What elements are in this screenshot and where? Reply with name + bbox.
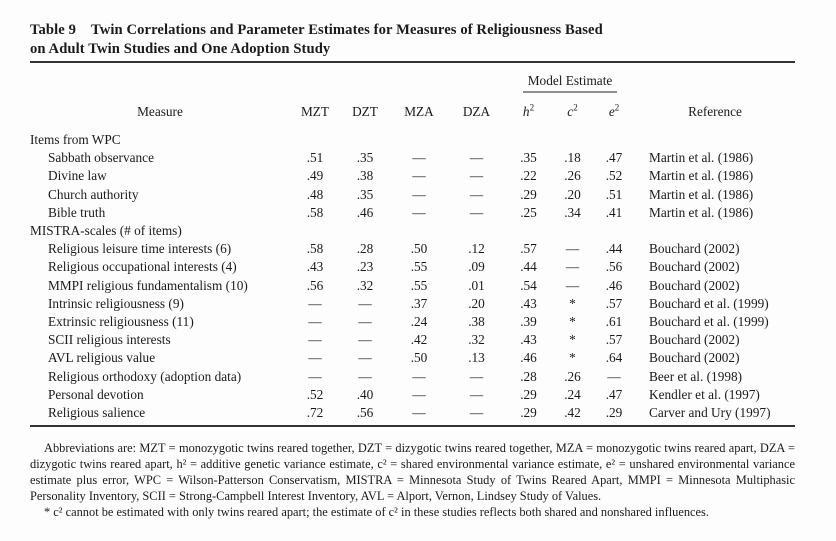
- model-estimate-row: [30, 62, 795, 93]
- cell-h2: .54: [520, 277, 537, 293]
- cell-e2: .46: [605, 277, 623, 293]
- cell-reference: Martin et al. (1986): [649, 150, 754, 166]
- cell-h2: .29: [520, 186, 537, 202]
- cell-reference: [635, 126, 795, 149]
- cell-mza: .50: [410, 241, 428, 257]
- cell-reference: Beer et al. (1998): [649, 368, 743, 384]
- cell-dza: .13: [468, 350, 485, 366]
- table-row: [30, 404, 795, 426]
- table-row: [30, 295, 795, 313]
- cell-h2: .43: [520, 295, 537, 311]
- cell-mzt: [290, 222, 340, 240]
- table-row: [30, 277, 795, 295]
- cell-reference: Kendler et al. (1997): [649, 386, 760, 402]
- spacer-cell: [340, 62, 390, 93]
- table-row: [30, 258, 795, 276]
- cell-c2: —: [565, 241, 580, 257]
- cell-measure: AVL religious value: [48, 350, 156, 366]
- cell-reference: Martin et al. (1986): [649, 186, 754, 202]
- cell-reference: Carver and Ury (1997): [649, 405, 771, 421]
- cell-mza: —: [412, 204, 426, 220]
- cell-mza: —: [412, 405, 426, 421]
- cell-h2: .57: [520, 241, 537, 257]
- cell-c2: *: [569, 350, 576, 366]
- cell-mza: .24: [410, 314, 428, 330]
- cell-dza: .20: [468, 295, 485, 311]
- cell-e2: .41: [605, 204, 623, 220]
- cell-measure: MMPI religious fundamentalism (10): [48, 277, 248, 293]
- cell-measure: Religious leisure time interests (6): [48, 241, 232, 257]
- cell-e2: .57: [605, 332, 623, 348]
- cell-e2: [593, 222, 635, 240]
- cell-c2: *: [569, 314, 576, 330]
- h2-letter: h: [522, 104, 530, 119]
- cell-h2: .39: [520, 314, 537, 330]
- cell-h2: .29: [520, 405, 537, 421]
- table-row: [30, 386, 795, 404]
- cell-mza: .55: [410, 277, 428, 293]
- cell-e2: —: [607, 368, 621, 384]
- table-row: [30, 313, 795, 331]
- table-row: [30, 368, 795, 386]
- cell-reference: Bouchard et al. (1999): [649, 295, 769, 311]
- twin-correlations-table: [30, 61, 795, 427]
- cell-dza: .12: [468, 241, 485, 257]
- cell-c2: .42: [564, 405, 581, 421]
- cell-dzt: .35: [356, 186, 374, 202]
- caption-text-1: Twin Correlations and Parameter Estimates for Measures of Religiousness Based: [90, 22, 603, 38]
- col-header-measure: Measure: [137, 104, 183, 119]
- cell-measure: Church authority: [48, 186, 139, 202]
- cell-measure: Sabbath observance: [48, 150, 154, 166]
- cell-e2: .57: [605, 295, 623, 311]
- cell-e2: .52: [605, 168, 623, 184]
- cell-dzt: .56: [356, 405, 374, 421]
- cell-c2: .26: [564, 368, 581, 384]
- cell-c2: *: [569, 295, 576, 311]
- table-caption: [30, 21, 795, 58]
- spacer-cell: [390, 62, 448, 93]
- cell-mzt: —: [308, 368, 322, 384]
- cell-mza: .50: [410, 350, 428, 366]
- cell-reference: Martin et al. (1986): [649, 204, 754, 220]
- table-row: [30, 240, 795, 258]
- cell-measure: Intrinsic religiousness (9): [48, 295, 184, 311]
- table-row: [30, 149, 795, 167]
- col-header-e2: [593, 93, 635, 126]
- cell-dza: .32: [468, 332, 485, 348]
- col-header-h2: [505, 93, 552, 126]
- cell-dzt: .35: [356, 150, 374, 166]
- cell-mza: —: [412, 186, 426, 202]
- e2-letter: e: [608, 104, 615, 119]
- cell-measure: Religious orthodoxy (adoption data): [48, 368, 242, 384]
- cell-dzt: .32: [356, 277, 374, 293]
- cell-h2: [505, 126, 552, 149]
- cell-dzt: —: [358, 350, 372, 366]
- col-header-dza: DZA: [462, 104, 491, 119]
- cell-mzt: —: [308, 332, 322, 348]
- cell-measure: Divine law: [48, 168, 107, 184]
- col-header-dzt: DZT: [352, 104, 378, 119]
- cell-reference: Bouchard (2002): [649, 332, 740, 348]
- cell-c2: —: [565, 277, 580, 293]
- group-header-row: [30, 222, 795, 240]
- footnote-abbreviations: Abbreviations are: MZT = monozygotic twins reared together, DZT = dizygotic twins reared together, MZA = monozygotic twins reared apart, DZA = dizygotic twins reared apart, h² = additive genetic variance estimate, c² = shared environmental variance estimate, e² = unshared environmental variance estimate plus error, WPC = Wilson-Patterson Conservatism, MISTRA = Minnesota Study of Twins Reared Apart, MMPI = Minnesota Multiphasic Personality Inventory, SCII = Strong-Campbell Interest Inventory, AVL = Alport, Vernon, Lindsey Study of Values.: [30, 441, 795, 504]
- col-header-c2: [552, 93, 593, 126]
- cell-e2: .47: [605, 150, 623, 166]
- cell-reference: Bouchard (2002): [649, 350, 740, 366]
- group-header-row: [30, 126, 795, 149]
- cell-dzt: —: [358, 314, 372, 330]
- cell-mzt: .56: [306, 277, 324, 293]
- cell-dza: —: [469, 405, 484, 421]
- cell-mzt: .48: [306, 186, 324, 202]
- cell-e2: .64: [605, 350, 623, 366]
- cell-mza: .37: [410, 295, 428, 311]
- cell-dzt: .28: [356, 241, 374, 257]
- cell-c2: —: [565, 259, 580, 275]
- cell-h2: .25: [520, 204, 537, 220]
- cell-c2: .34: [564, 204, 581, 220]
- table-row: [30, 204, 795, 222]
- cell-measure: Religious salience: [48, 405, 146, 421]
- spacer-cell: [290, 62, 340, 93]
- cell-h2: [505, 222, 552, 240]
- cell-measure: Items from WPC: [30, 132, 121, 147]
- cell-reference: Martin et al. (1986): [649, 168, 754, 184]
- cell-mzt: .52: [306, 386, 324, 402]
- table-row: [30, 349, 795, 367]
- cell-e2: .51: [605, 186, 623, 202]
- cell-e2: .29: [605, 405, 623, 421]
- cell-mzt: —: [308, 314, 322, 330]
- cell-reference: Bouchard (2002): [649, 259, 740, 275]
- cell-dzt: —: [358, 368, 372, 384]
- cell-c2: [552, 126, 593, 149]
- col-header-reference: Reference: [688, 104, 742, 119]
- cell-mzt: [290, 126, 340, 149]
- cell-dzt: .38: [356, 168, 374, 184]
- cell-dzt: [340, 126, 390, 149]
- caption-line-1: [30, 21, 795, 40]
- cell-c2: [552, 222, 593, 240]
- cell-dzt: .23: [356, 259, 374, 275]
- cell-measure: Religious occupational interests (4): [48, 259, 237, 275]
- caption-text-2: on Adult Twin Studies and One Adoption Study: [30, 40, 331, 57]
- cell-mzt: .58: [306, 241, 324, 257]
- cell-dza: .09: [468, 259, 485, 275]
- spacer-cell: [635, 62, 795, 93]
- cell-h2: .35: [520, 150, 537, 166]
- cell-e2: [593, 126, 635, 149]
- spacer-cell: [30, 62, 290, 93]
- cell-dza: —: [469, 368, 484, 384]
- cell-mza: —: [412, 168, 426, 184]
- model-estimate-label: Model Estimate: [523, 73, 618, 93]
- cell-mzt: .51: [306, 150, 324, 166]
- h2-superscript: 2: [529, 102, 535, 113]
- cell-mzt: .43: [306, 259, 324, 275]
- cell-h2: .28: [520, 368, 537, 384]
- cell-mzt: —: [308, 295, 322, 311]
- spacer-cell: [448, 62, 505, 93]
- table-content: [30, 0, 795, 520]
- cell-dza: [448, 222, 505, 240]
- cell-dza: —: [469, 150, 484, 166]
- table-row: [30, 167, 795, 185]
- c2-letter: c: [567, 104, 574, 119]
- cell-mzt: —: [308, 350, 322, 366]
- cell-mza: .42: [410, 332, 428, 348]
- cell-c2: .26: [564, 168, 581, 184]
- cell-measure: MISTRA-scales (# of items): [30, 223, 182, 239]
- cell-dzt: —: [358, 332, 372, 348]
- cell-e2: .56: [605, 259, 623, 275]
- cell-mza: [390, 222, 448, 240]
- cell-h2: .44: [520, 259, 537, 275]
- cell-dza: [448, 126, 505, 149]
- col-header-mzt: MZT: [300, 104, 330, 119]
- cell-c2: *: [569, 332, 576, 348]
- c2-superscript: 2: [573, 102, 578, 113]
- cell-c2: .18: [564, 150, 581, 166]
- footnotes: [30, 440, 795, 520]
- cell-dza: .38: [468, 314, 485, 330]
- cell-reference: Bouchard (2002): [649, 241, 740, 257]
- cell-e2: .61: [605, 314, 623, 330]
- e2-superscript: 2: [614, 102, 620, 113]
- column-header-row: [30, 93, 795, 126]
- cell-mzt: .49: [306, 168, 324, 184]
- cell-measure: SCII religious interests: [48, 332, 171, 348]
- cell-measure: Extrinsic religiousness (11): [48, 314, 194, 330]
- cell-mzt: .72: [306, 405, 324, 421]
- model-estimate-group-header: [505, 62, 635, 93]
- cell-h2: .29: [520, 386, 537, 402]
- cell-mzt: .58: [306, 204, 324, 220]
- col-header-mza: MZA: [404, 104, 434, 119]
- cell-mza: —: [412, 386, 426, 402]
- cell-h2: .46: [520, 350, 537, 366]
- table-row: [30, 331, 795, 349]
- cell-mza: .55: [410, 259, 428, 275]
- table-header: [30, 62, 795, 126]
- cell-h2: .22: [520, 168, 537, 184]
- cell-c2: .20: [564, 186, 581, 202]
- cell-dzt: —: [358, 295, 372, 311]
- cell-reference: Bouchard et al. (1999): [649, 314, 769, 330]
- cell-reference: [635, 222, 795, 240]
- cell-dza: .01: [468, 277, 485, 293]
- table-row: [30, 186, 795, 204]
- cell-dzt: .40: [356, 386, 374, 402]
- cell-reference: Bouchard (2002): [649, 277, 740, 293]
- cell-measure: Personal devotion: [48, 386, 144, 402]
- table-body: [30, 126, 795, 426]
- cell-dza: —: [469, 186, 484, 202]
- cell-h2: .43: [520, 332, 537, 348]
- cell-c2: .24: [564, 386, 581, 402]
- cell-dzt: [340, 222, 390, 240]
- table-number: Table 9: [30, 22, 76, 38]
- cell-dza: —: [469, 386, 484, 402]
- cell-mza: —: [412, 368, 426, 384]
- cell-measure: Bible truth: [48, 204, 106, 220]
- cell-mza: [390, 126, 448, 149]
- cell-dzt: .46: [356, 204, 374, 220]
- cell-dza: —: [469, 168, 484, 184]
- cell-e2: .44: [605, 241, 623, 257]
- cell-e2: .47: [605, 386, 623, 402]
- cell-dza: —: [469, 204, 484, 220]
- footnote-asterisk: * c² cannot be estimated with only twins reared apart; the estimate of c² in these studies reflects both shared and nonshared influences.: [44, 505, 709, 520]
- cell-mza: —: [412, 150, 426, 166]
